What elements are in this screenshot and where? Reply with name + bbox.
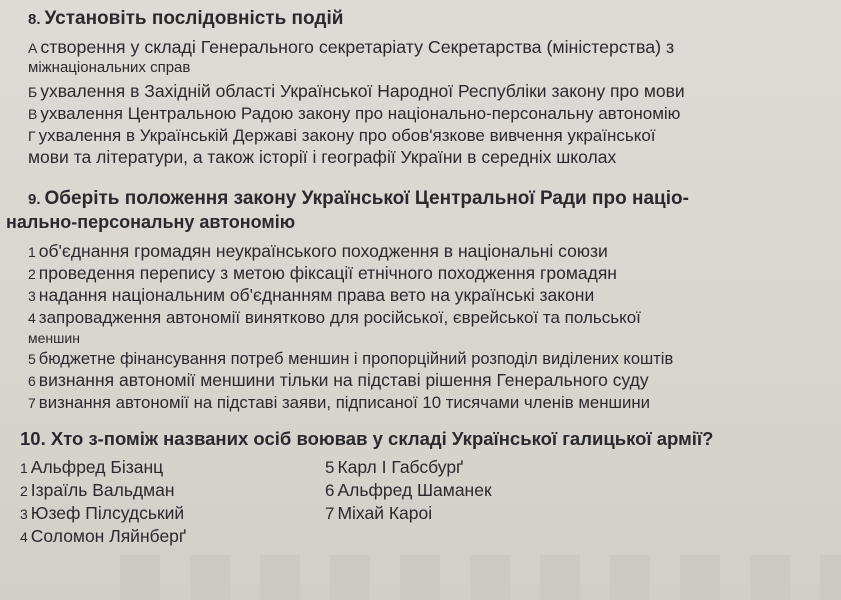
reverse-side-bleed-through xyxy=(120,555,841,600)
question-10-title: 10. Хто з-поміж названих осіб воював у складі Української галицької армії? xyxy=(20,428,714,449)
option-4: 4 запровадження автономії винятково для російської, єврейської та польської xyxy=(28,308,641,327)
person-5: 5 Карл I Габсбурґ xyxy=(325,457,464,477)
option-2: 2 проведення перепису з метою фіксації етнічного походження громадян xyxy=(28,263,617,283)
question-10 xyxy=(20,428,837,450)
question-9-title: 9. Оберіть положення закону Української Центральної Ради про націо- xyxy=(28,188,689,209)
answer-v: В ухвалення Центральною Радою закону про національно-персональну автономію xyxy=(28,104,681,123)
options-right-column xyxy=(325,456,492,525)
person-3: 3 Юзеф Пілсудський xyxy=(20,503,185,523)
person-6: 6 Альфред Шаманек xyxy=(325,480,492,500)
option-4-cont: меншин xyxy=(28,330,80,346)
question-8-title: 8. Установіть послідовність подій xyxy=(28,8,344,29)
answer-a: А створення у складі Генерального секретаріату Секретарства (міністерства) з xyxy=(28,37,675,57)
person-2: 2 Ізраїль Вальдман xyxy=(20,480,175,500)
option-5: 5 бюджетне фінансування потреб меншин і пропорційний розподіл виділених коштів xyxy=(28,350,674,368)
answer-a-cont: міжнаціональних справ xyxy=(28,59,191,76)
option-1: 1 об'єднання громадян неукраїнського походження в національні союзи xyxy=(28,241,608,261)
answer-g-cont: мови та літератури, а також історії і географії України в середніх школах xyxy=(28,147,617,167)
person-1: 1 Альфред Бізанц xyxy=(20,457,164,477)
question-8-number: 8. xyxy=(28,11,41,28)
answer-g: Г ухвалення в Українській Державі закону про обов'язкове вивчення української xyxy=(28,126,656,145)
option-3: 3 надання національним об'єднанням права вето на українські закони xyxy=(28,285,595,305)
answer-b: Б ухвалення в Західній області Української Народної Республіки закону про мови xyxy=(28,81,685,101)
options-left-column xyxy=(20,456,186,548)
question-8 xyxy=(28,8,837,168)
question-9-title-cont: нально-персональну автономію xyxy=(6,212,296,232)
option-6: 6 визнання автономії меншини тільки на підставі рішення Генерального суду xyxy=(28,370,649,390)
person-4: 4 Соломон Ляйнберґ xyxy=(20,526,187,546)
question-9 xyxy=(6,188,837,414)
person-7: 7 Міхай Кароі xyxy=(325,503,433,523)
option-7: 7 визнання автономії на підставі заяви, підписаної 10 тисячами членів меншини xyxy=(28,393,650,412)
